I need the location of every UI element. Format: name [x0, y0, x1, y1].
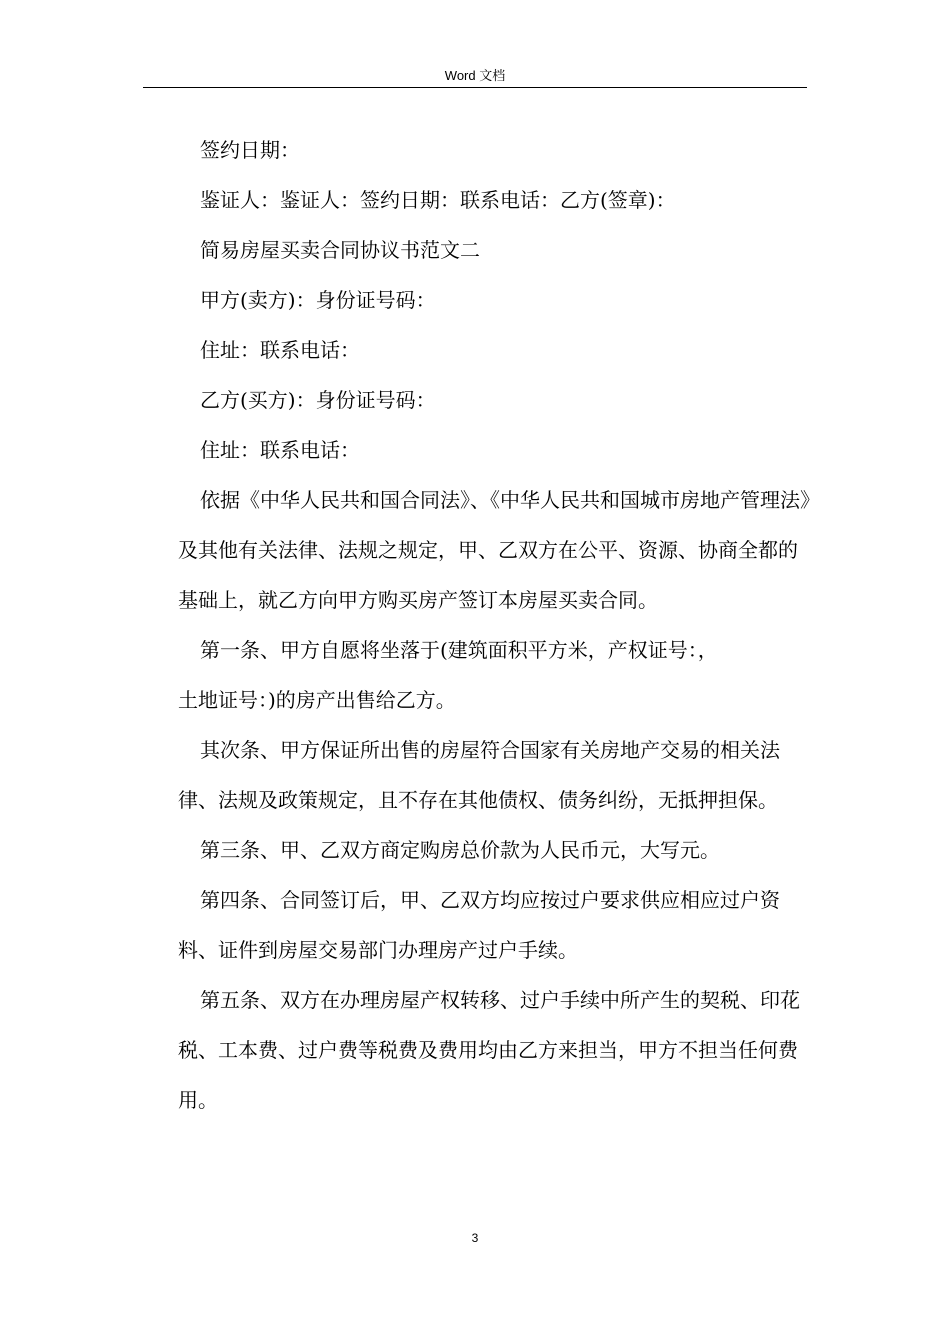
paragraph-article-5: 第五条、双方在办理房屋产权转移、过户手续中所产生的契税、印花税、工本费、过户费等税费及费用均由乙方来担当，甲方不担当任何费用。: [178, 988, 800, 1112]
paragraph-article-2: 其次条、甲方保证所出售的房屋符合国家有关房地产交易的相关法律、法规及政策规定，且不存在其他债权、债务纠纷，无抵押担保。: [178, 738, 780, 812]
header-divider: [143, 87, 807, 88]
paragraph-party-a-address: 住址：联系电话：: [200, 338, 360, 362]
paragraph-signing-date: 签约日期：: [200, 138, 300, 162]
page-header-title: Word 文档: [444, 68, 506, 83]
paragraph-party-b-address: 住址：联系电话：: [200, 438, 360, 462]
page-number: 3: [471, 1231, 479, 1245]
paragraph-party-a: 甲方(卖方)：身份证号码：: [200, 288, 436, 312]
document-body: [178, 125, 810, 1125]
paragraph-article-4: 第四条、合同签订后，甲、乙双方均应按过户要求供应相应过户资料、证件到房屋交易部门办理房产过户手续。: [178, 888, 780, 962]
paragraph-legal-basis: 依据《中华人民共和国合同法》、《中华人民共和国城市房地产管理法》及其他有关法律、法规之规定，甲、乙双方在公平、资源、协商全都的基础上，就乙方向甲方购买房产签订本房屋买卖合同。: [178, 488, 810, 612]
paragraph-party-b: 乙方(买方)：身份证号码：: [200, 388, 436, 412]
paragraph-contract-title: 简易房屋买卖合同协议书范文二: [200, 238, 480, 262]
paragraph-article-3: 第三条、甲、乙双方商定购房总价款为人民币元，大写元。: [200, 838, 720, 862]
paragraph-article-1: 第一条、甲方自愿将坐落于(建筑面积平方米，产权证号：， 土地证号：)的房产出售给乙方。: [178, 638, 718, 712]
paragraph-witness-line: 鉴证人：鉴证人：签约日期：联系电话：乙方(签章)：: [200, 188, 676, 212]
